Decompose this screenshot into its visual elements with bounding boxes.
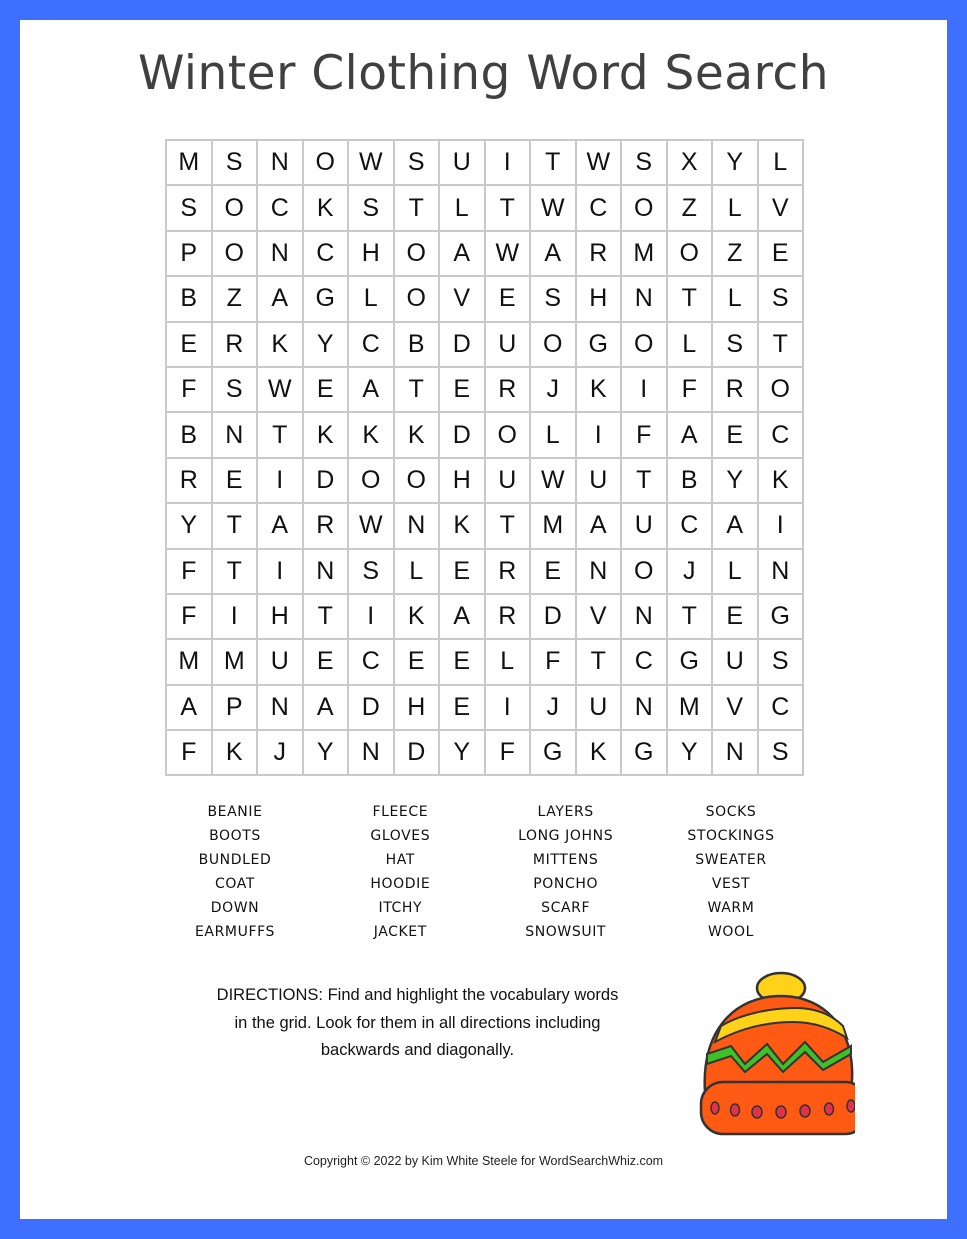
- grid-cell[interactable]: L: [712, 549, 758, 594]
- vocabulary-word: BEANIE: [207, 804, 263, 820]
- grid-cell[interactable]: U: [576, 685, 622, 730]
- vocabulary-word: LAYERS: [537, 804, 594, 820]
- grid-cell[interactable]: K: [394, 412, 440, 457]
- grid-cell[interactable]: I: [348, 594, 394, 639]
- grid-cell[interactable]: N: [394, 503, 440, 548]
- grid-cell[interactable]: U: [485, 322, 531, 367]
- grid-cell[interactable]: I: [485, 140, 531, 185]
- grid-cell[interactable]: S: [166, 185, 212, 230]
- grid-cell[interactable]: E: [758, 231, 804, 276]
- grid-cell[interactable]: K: [576, 367, 622, 412]
- grid-cell[interactable]: U: [439, 140, 485, 185]
- grid-cell[interactable]: B: [394, 322, 440, 367]
- grid-cell[interactable]: U: [576, 458, 622, 503]
- word-list: [153, 801, 813, 944]
- grid-cell[interactable]: M: [621, 231, 667, 276]
- grid-row: [166, 639, 803, 684]
- grid-cell[interactable]: H: [439, 458, 485, 503]
- grid-cell[interactable]: Y: [439, 730, 485, 775]
- grid-cell[interactable]: T: [667, 594, 713, 639]
- grid-cell[interactable]: R: [166, 458, 212, 503]
- grid-cell[interactable]: O: [212, 231, 258, 276]
- word-column: [649, 801, 813, 944]
- grid-cell[interactable]: B: [166, 412, 212, 457]
- grid-cell[interactable]: A: [667, 412, 713, 457]
- grid-row: [166, 412, 803, 457]
- grid-cell[interactable]: C: [758, 412, 804, 457]
- grid-cell[interactable]: E: [439, 639, 485, 684]
- grid-cell[interactable]: Z: [667, 185, 713, 230]
- grid-cell[interactable]: S: [758, 730, 804, 775]
- grid-cell[interactable]: D: [394, 730, 440, 775]
- grid-cell[interactable]: O: [303, 140, 349, 185]
- vocabulary-word: LONG JOHNS: [518, 827, 614, 844]
- grid-cell[interactable]: N: [257, 231, 303, 276]
- grid-cell[interactable]: R: [576, 231, 622, 276]
- grid-cell[interactable]: E: [439, 367, 485, 412]
- winter-beanie-hat-icon: [675, 970, 855, 1150]
- grid-cell[interactable]: W: [530, 185, 576, 230]
- grid-cell[interactable]: N: [303, 549, 349, 594]
- grid-cell[interactable]: V: [576, 594, 622, 639]
- grid-cell[interactable]: S: [712, 322, 758, 367]
- grid-cell[interactable]: D: [303, 458, 349, 503]
- grid-cell[interactable]: O: [212, 185, 258, 230]
- grid-cell[interactable]: A: [166, 685, 212, 730]
- grid-cell[interactable]: K: [257, 322, 303, 367]
- grid-cell[interactable]: K: [303, 412, 349, 457]
- grid-cell[interactable]: E: [712, 594, 758, 639]
- grid-cell[interactable]: S: [348, 185, 394, 230]
- grid-cell[interactable]: L: [667, 322, 713, 367]
- grid-cell[interactable]: E: [439, 685, 485, 730]
- grid-cell[interactable]: Y: [712, 458, 758, 503]
- grid-cell[interactable]: N: [621, 276, 667, 321]
- grid-cell[interactable]: K: [348, 412, 394, 457]
- grid-cell[interactable]: G: [576, 322, 622, 367]
- grid-cell[interactable]: C: [257, 185, 303, 230]
- grid-cell[interactable]: U: [621, 503, 667, 548]
- grid-cell[interactable]: K: [439, 503, 485, 548]
- grid-row: [166, 730, 803, 775]
- grid-cell[interactable]: V: [758, 185, 804, 230]
- grid-cell[interactable]: Y: [667, 730, 713, 775]
- grid-cell[interactable]: I: [485, 685, 531, 730]
- grid-cell[interactable]: J: [257, 730, 303, 775]
- grid-cell[interactable]: T: [667, 276, 713, 321]
- grid-cell[interactable]: G: [303, 276, 349, 321]
- grid-cell[interactable]: G: [530, 730, 576, 775]
- grid-cell[interactable]: H: [394, 685, 440, 730]
- grid-cell[interactable]: Y: [166, 503, 212, 548]
- grid-cell[interactable]: A: [439, 594, 485, 639]
- word-search-grid: [165, 139, 804, 776]
- grid-cell[interactable]: A: [257, 276, 303, 321]
- grid-cell[interactable]: P: [166, 231, 212, 276]
- grid-cell[interactable]: P: [212, 685, 258, 730]
- grid-cell[interactable]: O: [530, 322, 576, 367]
- grid-cell[interactable]: T: [394, 367, 440, 412]
- grid-cell[interactable]: W: [348, 503, 394, 548]
- grid-cell[interactable]: L: [439, 185, 485, 230]
- grid-cell[interactable]: M: [166, 140, 212, 185]
- grid-cell[interactable]: L: [485, 639, 531, 684]
- grid-row: [166, 140, 803, 185]
- grid-cell[interactable]: O: [348, 458, 394, 503]
- vocabulary-word: GLOVES: [370, 827, 431, 844]
- grid-cell[interactable]: B: [667, 458, 713, 503]
- grid-cell[interactable]: F: [166, 594, 212, 639]
- vocabulary-word: DOWN: [210, 899, 260, 916]
- grid-row: [166, 549, 803, 594]
- grid-cell[interactable]: E: [485, 276, 531, 321]
- vocabulary-word: SOCKS: [705, 804, 757, 820]
- grid-cell[interactable]: L: [712, 185, 758, 230]
- grid-cell[interactable]: N: [212, 412, 258, 457]
- grid-cell[interactable]: Y: [303, 322, 349, 367]
- directions-line: DIRECTIONS: Find and highlight the vocabulary words: [216, 986, 619, 1004]
- grid-cell[interactable]: T: [485, 185, 531, 230]
- grid-row: [166, 503, 803, 548]
- grid-cell[interactable]: O: [394, 231, 440, 276]
- grid-cell[interactable]: N: [257, 685, 303, 730]
- grid-row: [166, 322, 803, 367]
- grid-cell[interactable]: T: [485, 503, 531, 548]
- grid-cell[interactable]: S: [394, 140, 440, 185]
- grid-cell[interactable]: T: [212, 503, 258, 548]
- grid-cell[interactable]: H: [348, 231, 394, 276]
- grid-cell[interactable]: K: [576, 730, 622, 775]
- vocabulary-word: BUNDLED: [198, 851, 272, 868]
- grid-cell[interactable]: K: [303, 185, 349, 230]
- grid-row: [166, 185, 803, 230]
- grid-cell[interactable]: A: [530, 231, 576, 276]
- grid-cell[interactable]: K: [758, 458, 804, 503]
- grid-cell[interactable]: F: [166, 730, 212, 775]
- grid-cell[interactable]: L: [348, 276, 394, 321]
- vocabulary-word: SNOWSUIT: [525, 923, 607, 940]
- grid-row: [166, 367, 803, 412]
- grid-cell[interactable]: J: [667, 549, 713, 594]
- grid-cell[interactable]: Z: [712, 231, 758, 276]
- grid-cell[interactable]: E: [303, 639, 349, 684]
- grid-cell[interactable]: L: [530, 412, 576, 457]
- grid-cell[interactable]: T: [576, 639, 622, 684]
- vocabulary-word: PONCHO: [533, 875, 599, 892]
- grid-cell[interactable]: I: [758, 503, 804, 548]
- grid-cell[interactable]: M: [166, 639, 212, 684]
- grid-cell[interactable]: S: [621, 140, 667, 185]
- grid-row: [166, 458, 803, 503]
- grid-cell[interactable]: R: [303, 503, 349, 548]
- grid-cell[interactable]: J: [530, 685, 576, 730]
- grid-cell[interactable]: I: [257, 458, 303, 503]
- grid-cell[interactable]: I: [257, 549, 303, 594]
- grid-cell[interactable]: E: [530, 549, 576, 594]
- vocabulary-word: STOCKINGS: [687, 827, 775, 844]
- grid-cell[interactable]: I: [621, 367, 667, 412]
- grid-cell[interactable]: N: [257, 140, 303, 185]
- grid-cell[interactable]: L: [394, 549, 440, 594]
- grid-cell[interactable]: F: [621, 412, 667, 457]
- grid-cell[interactable]: V: [712, 685, 758, 730]
- grid-cell[interactable]: N: [621, 594, 667, 639]
- grid-cell[interactable]: W: [257, 367, 303, 412]
- grid-cell[interactable]: L: [758, 140, 804, 185]
- grid-cell[interactable]: U: [257, 639, 303, 684]
- grid-cell[interactable]: E: [212, 458, 258, 503]
- grid-cell[interactable]: E: [303, 367, 349, 412]
- grid-cell[interactable]: O: [621, 549, 667, 594]
- grid-cell[interactable]: T: [303, 594, 349, 639]
- vocabulary-word: SWEATER: [695, 851, 767, 868]
- grid-cell[interactable]: S: [758, 276, 804, 321]
- grid-cell[interactable]: O: [758, 367, 804, 412]
- vocabulary-word: SCARF: [541, 899, 591, 916]
- grid-cell[interactable]: M: [667, 685, 713, 730]
- grid-cell[interactable]: S: [212, 367, 258, 412]
- grid-cell[interactable]: E: [166, 322, 212, 367]
- grid-cell[interactable]: T: [257, 412, 303, 457]
- grid-cell[interactable]: E: [394, 639, 440, 684]
- vocabulary-word: COAT: [215, 875, 255, 892]
- grid-cell[interactable]: U: [485, 458, 531, 503]
- grid-row: [166, 276, 803, 321]
- grid-cell[interactable]: F: [166, 367, 212, 412]
- grid-cell[interactable]: D: [439, 412, 485, 457]
- grid-cell[interactable]: A: [257, 503, 303, 548]
- grid-cell[interactable]: M: [530, 503, 576, 548]
- grid-cell[interactable]: F: [485, 730, 531, 775]
- grid-cell[interactable]: C: [348, 322, 394, 367]
- grid-cell[interactable]: N: [712, 730, 758, 775]
- vocabulary-word: ITCHY: [378, 899, 423, 916]
- grid-cell[interactable]: A: [348, 367, 394, 412]
- grid-cell[interactable]: W: [348, 140, 394, 185]
- vocabulary-word: VEST: [711, 875, 751, 892]
- grid-row: [166, 594, 803, 639]
- grid-cell[interactable]: K: [394, 594, 440, 639]
- grid-cell[interactable]: N: [758, 549, 804, 594]
- grid-row: [166, 685, 803, 730]
- grid-cell[interactable]: S: [758, 639, 804, 684]
- grid-cell[interactable]: G: [667, 639, 713, 684]
- grid-cell[interactable]: X: [667, 140, 713, 185]
- grid-cell[interactable]: G: [621, 730, 667, 775]
- grid-cell[interactable]: C: [758, 685, 804, 730]
- grid-cell[interactable]: A: [439, 231, 485, 276]
- grid-cell[interactable]: H: [576, 276, 622, 321]
- page-title: Winter Clothing Word Search: [137, 46, 830, 101]
- grid-cell[interactable]: S: [348, 549, 394, 594]
- grid-cell[interactable]: S: [212, 140, 258, 185]
- grid-cell[interactable]: W: [485, 231, 531, 276]
- vocabulary-word: BOOTS: [209, 827, 261, 844]
- grid-cell[interactable]: C: [303, 231, 349, 276]
- grid-cell[interactable]: U: [712, 639, 758, 684]
- grid-cell[interactable]: T: [530, 140, 576, 185]
- grid-cell[interactable]: B: [166, 276, 212, 321]
- grid-cell[interactable]: I: [212, 594, 258, 639]
- grid-cell[interactable]: R: [712, 367, 758, 412]
- vocabulary-word: EARMUFFS: [194, 923, 276, 940]
- grid-cell[interactable]: T: [758, 322, 804, 367]
- grid-cell[interactable]: N: [576, 549, 622, 594]
- grid-cell[interactable]: Y: [712, 140, 758, 185]
- grid-cell[interactable]: D: [530, 594, 576, 639]
- grid-cell[interactable]: R: [485, 367, 531, 412]
- grid-cell[interactable]: Z: [212, 276, 258, 321]
- directions-line: in the grid. Look for them in all directions including: [234, 1013, 601, 1032]
- grid-cell[interactable]: C: [576, 185, 622, 230]
- grid-cell[interactable]: N: [348, 730, 394, 775]
- directions-line: backwards and diagonally.: [320, 1041, 515, 1059]
- grid-cell[interactable]: L: [712, 276, 758, 321]
- grid-cell[interactable]: F: [667, 367, 713, 412]
- grid-cell[interactable]: O: [667, 231, 713, 276]
- grid-cell[interactable]: G: [758, 594, 804, 639]
- grid-cell[interactable]: A: [712, 503, 758, 548]
- grid-cell[interactable]: T: [394, 185, 440, 230]
- grid-cell[interactable]: F: [166, 549, 212, 594]
- grid-cell[interactable]: J: [530, 367, 576, 412]
- vocabulary-word: WOOL: [707, 923, 755, 940]
- grid-cell[interactable]: N: [621, 685, 667, 730]
- copyright: Copyright © 2022 by Kim White Steele for WordSearchWhiz.com: [303, 1154, 664, 1168]
- grid-cell[interactable]: C: [667, 503, 713, 548]
- grid-cell[interactable]: T: [212, 549, 258, 594]
- grid-cell[interactable]: W: [530, 458, 576, 503]
- grid-cell[interactable]: O: [485, 412, 531, 457]
- grid-cell[interactable]: R: [485, 549, 531, 594]
- vocabulary-word: WARM: [707, 899, 755, 916]
- word-column: [484, 801, 648, 944]
- vocabulary-word: HOODIE: [370, 875, 431, 892]
- grid-cell[interactable]: A: [303, 685, 349, 730]
- grid-cell[interactable]: K: [212, 730, 258, 775]
- grid-cell[interactable]: O: [394, 458, 440, 503]
- grid-cell[interactable]: E: [439, 549, 485, 594]
- grid-cell[interactable]: M: [212, 639, 258, 684]
- vocabulary-word: MITTENS: [532, 851, 599, 868]
- vocabulary-word: JACKET: [373, 923, 427, 940]
- grid-cell[interactable]: E: [712, 412, 758, 457]
- grid-cell[interactable]: S: [530, 276, 576, 321]
- grid-cell[interactable]: O: [621, 185, 667, 230]
- grid-cell[interactable]: D: [439, 322, 485, 367]
- word-column: [153, 801, 317, 944]
- vocabulary-word: FLEECE: [372, 804, 429, 820]
- grid-cell[interactable]: C: [348, 639, 394, 684]
- grid-cell[interactable]: C: [621, 639, 667, 684]
- grid-cell[interactable]: T: [621, 458, 667, 503]
- grid-cell[interactable]: A: [576, 503, 622, 548]
- grid-row: [166, 231, 803, 276]
- grid-cell[interactable]: F: [530, 639, 576, 684]
- grid-cell[interactable]: R: [485, 594, 531, 639]
- grid-cell[interactable]: Y: [303, 730, 349, 775]
- word-column: [318, 801, 482, 944]
- grid-cell[interactable]: O: [621, 322, 667, 367]
- grid-cell[interactable]: I: [576, 412, 622, 457]
- grid-cell[interactable]: W: [576, 140, 622, 185]
- directions: [160, 982, 675, 1065]
- vocabulary-word: HAT: [385, 851, 416, 868]
- grid-cell[interactable]: D: [348, 685, 394, 730]
- grid-cell[interactable]: R: [212, 322, 258, 367]
- grid-cell[interactable]: V: [439, 276, 485, 321]
- grid-cell[interactable]: H: [257, 594, 303, 639]
- grid-cell[interactable]: O: [394, 276, 440, 321]
